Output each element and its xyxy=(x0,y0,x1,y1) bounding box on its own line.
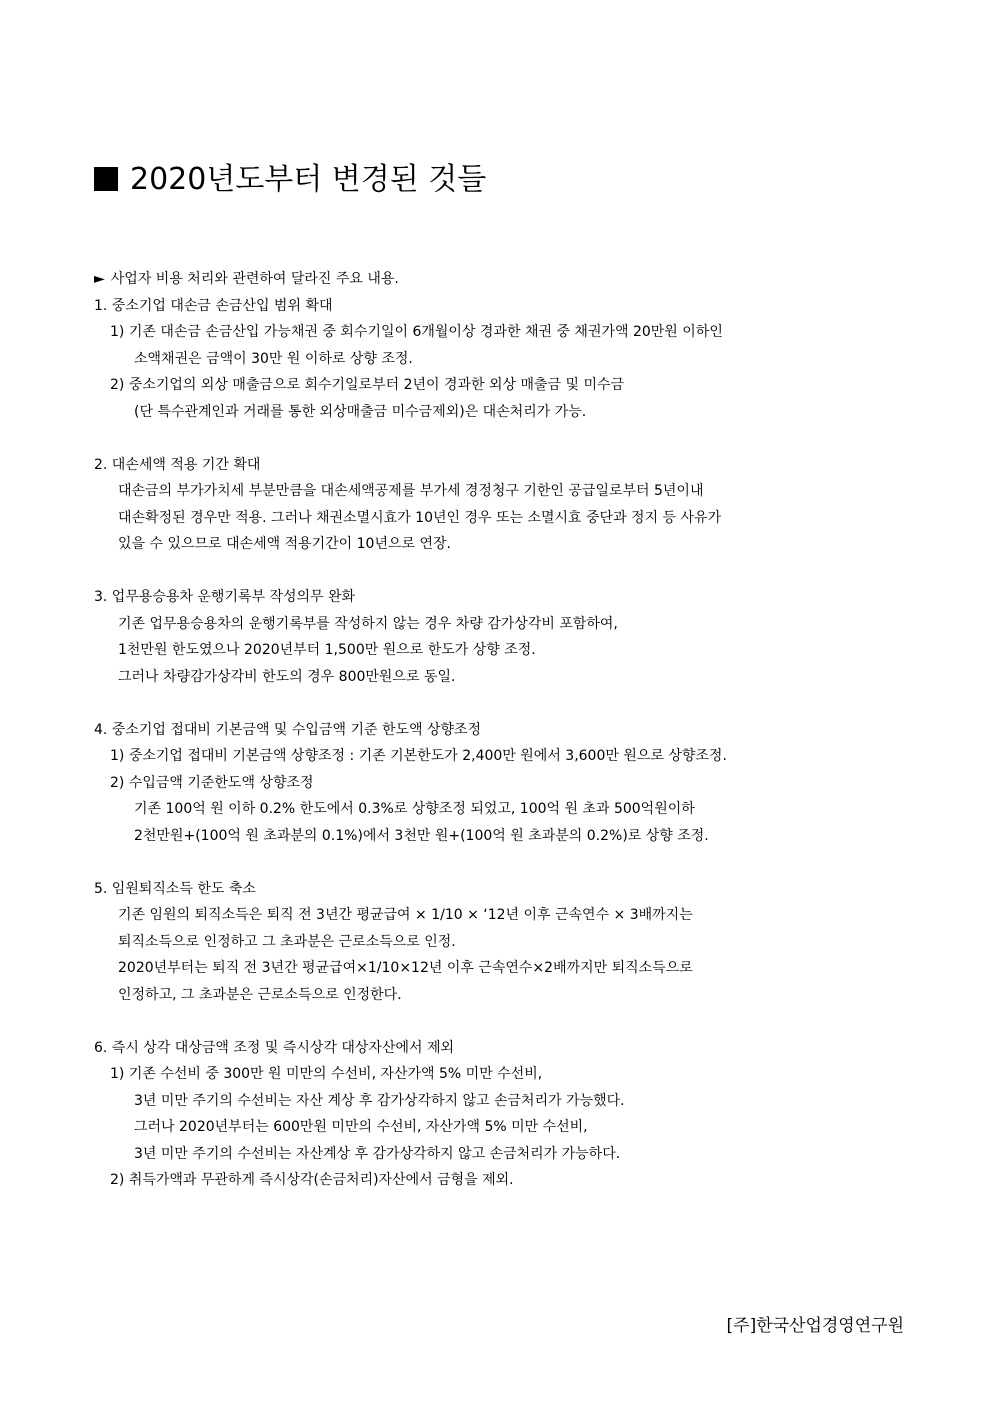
section-3-para-line-1: 기존 업무용승용차의 운행기록부를 작성하지 않는 경우 차량 감가상각비 포함하여, xyxy=(118,615,618,632)
section-5-para-line-1: 기존 임원의 퇴직소득은 퇴직 전 3년간 평균급여 × 1/10 × ‘12년 이후 근속연수 × 3배까지는 xyxy=(118,907,693,923)
section-6-item-1-line-3: 그러나 2020년부터는 600만원 미만의 수선비, 자산가액 5% 미만 수선비, xyxy=(134,1119,588,1135)
section-2-para-line-3: 있을 수 있으므로 대손세액 적용기간이 10년으로 연장. xyxy=(118,536,451,552)
page-title xyxy=(94,160,486,200)
footer-organization: [주]한국산업경영연구원 xyxy=(726,1316,904,1336)
section-6-item-2: 2) 취득가액과 무관하게 즉시상각(손금처리)자산에서 금형을 제외. xyxy=(110,1172,514,1188)
section-2-para-line-1: 대손금의 부가가치세 부분만큼을 대손세액공제를 부가세 경정청구 기한인 공급일로부터 5년이내 xyxy=(118,483,704,499)
section-4-item-1: 1) 중소기업 접대비 기본금액 상향조정 : 기존 기본한도가 2,400만 원에서 3,600만 원으로 상향조정. xyxy=(110,748,727,764)
section-6-item-1-line-2: 3년 미만 주기의 수선비는 자산 계상 후 감가상각하지 않고 손금처리가 가능했다. xyxy=(134,1092,625,1109)
section-3-para-line-2: 1천만원 한도였으나 2020년부터 1,500만 원으로 한도가 상향 조정. xyxy=(118,642,536,658)
section-5-para-line-4: 인정하고, 그 초과분은 근로소득으로 인정한다. xyxy=(118,986,402,1003)
section-1-item-2-cont: (단 특수관계인과 거래를 통한 외상매출금 미수금제외)은 대손처리가 가능. xyxy=(134,403,587,420)
spacer xyxy=(94,1008,904,1035)
section-1-item-2: 2) 중소기업의 외상 매출금으로 회수기일로부터 2년이 경과한 외상 매출금 및 미수금 xyxy=(110,377,625,393)
page-title-text: 2020년도부터 변경된 것들 xyxy=(130,162,487,197)
section-5-heading: 5. 임원퇴직소득 한도 축소 xyxy=(94,880,256,897)
section-3-para-line-3: 그러나 차량감가상각비 한도의 경우 800만원으로 동일. xyxy=(118,668,456,685)
black-square-icon xyxy=(94,167,118,191)
section-1-item-1-cont: 소액채권은 금액이 30만 원 이하로 상향 조정. xyxy=(134,350,413,367)
section-2-heading: 2. 대손세액 적용 기간 확대 xyxy=(94,456,261,473)
section-5-para-line-3: 2020년부터는 퇴직 전 3년간 평균급여×1/10×12년 이후 근속연수×2배까지만 퇴직소득으로 xyxy=(118,960,693,976)
section-2-para-line-2: 대손확정된 경우만 적용. 그러나 채권소멸시효가 10년인 경우 또는 소멸시효 중단과 정지 등 사유가 xyxy=(118,509,722,526)
section-4-heading: 4. 중소기업 접대비 기본금액 및 수입금액 기준 한도액 상향조정 xyxy=(94,721,482,738)
document-body xyxy=(94,266,904,1194)
spacer xyxy=(94,690,904,717)
section-4-item-2-line-2: 2천만원+(100억 원 초과분의 0.1%)에서 3천만 원+(100억 원 초과분의 0.2%)로 상향 조정. xyxy=(134,827,709,844)
intro-line xyxy=(94,266,904,293)
intro-text: 사업자 비용 처리와 관련하여 달라진 주요 내용. xyxy=(110,271,399,287)
spacer xyxy=(94,849,904,876)
section-5-para-line-2: 퇴직소득으로 인정하고 그 초과분은 근로소득으로 인정. xyxy=(118,933,456,950)
section-1-heading: 1. 중소기업 대손금 손금산입 범위 확대 xyxy=(94,297,333,314)
section-1-item-1: 1) 기존 대손금 손금산입 가능채권 중 회수기일이 6개월이상 경과한 채권 중 채권가액 20만원 이하인 xyxy=(110,324,723,340)
spacer xyxy=(94,425,904,452)
section-6-heading: 6. 즉시 상각 대상금액 조정 및 즉시상각 대상자산에서 제외 xyxy=(94,1039,455,1056)
arrow-bullet-icon: ► xyxy=(94,271,105,287)
section-4-item-2: 2) 수입금액 기준한도액 상향조정 xyxy=(110,774,314,791)
spacer xyxy=(94,558,904,585)
section-4-item-2-line-1: 기존 100억 원 이하 0.2% 한도에서 0.3%로 상향조정 되었고, 100억 원 초과 500억원이하 xyxy=(134,801,695,817)
section-6-item-1: 1) 기존 수선비 중 300만 원 미만의 수선비, 자산가액 5% 미만 수선비, xyxy=(110,1066,543,1082)
section-3-heading: 3. 업무용승용차 운행기록부 작성의무 완화 xyxy=(94,589,356,605)
section-6-item-1-line-4: 3년 미만 주기의 수선비는 자산계상 후 감가상각하지 않고 손금처리가 가능하다. xyxy=(134,1145,621,1162)
